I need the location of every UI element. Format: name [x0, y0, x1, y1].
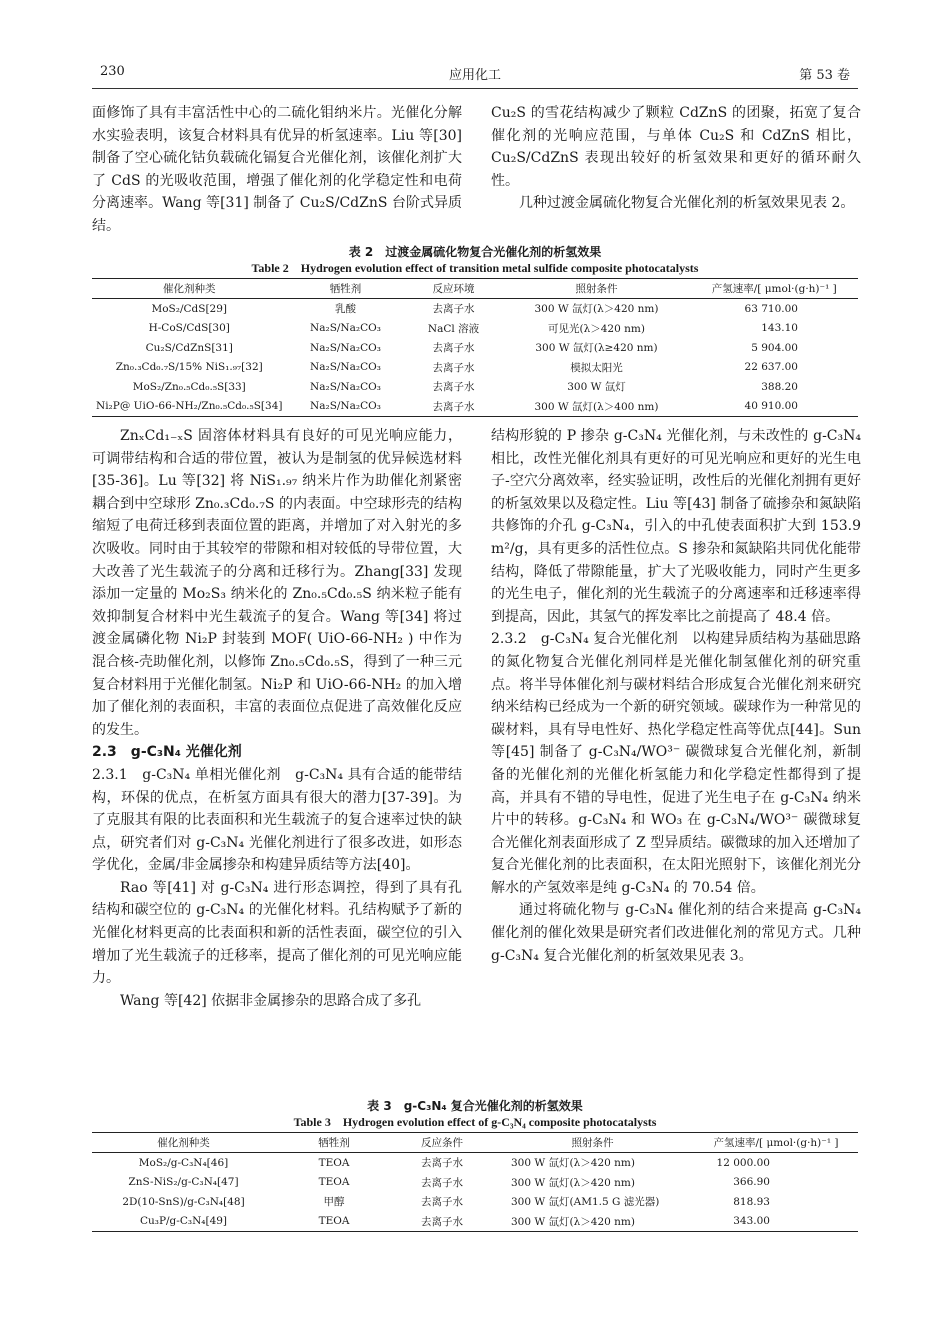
table-cell: 模拟太阳光 — [570, 361, 623, 374]
table2-caption-cn: 表 2 过渡金属硫化物复合光催化剂的析氢效果 — [348, 245, 602, 259]
table-row — [92, 319, 858, 339]
table-header-row — [92, 279, 858, 299]
mid-left-paragraph-3: Rao 等[41] 对 g-C₃N₄ 进行形态调控，得到了具有孔结构和碳空位的 g-C₃N₄ 的光催化材料。孔结构赋予了新的光催化材料更高的比表面积和新的活性表面，碳空位的引入增加了光生载流子的迁移率，提高了催化剂的可见光响应能力。 — [92, 879, 462, 987]
table-row — [92, 1212, 858, 1232]
mid-left-paragraph-1: ZnₓCd₁₋ₓS 固溶体材料具有良好的可见光响应能力，可调带结构和合适的带位置，被认为是制氢的优异候选材料[35-36]。Lu 等[32] 将 NiS₁.₉₇ 纳米片作为助催化剂紧密耦合到中空球形 Zn₀.₃Cd₀.₇S 的内表面。中空球形壳的结构缩短了电荷迁移到表面位置的距离，并增加了对入射光的多次吸收。同时由于其较窄的带隙和相对较低的导带位置，大大改善了光生载流子的分离和迁移行为。Zhang[33] 发现添加一定量的 Mo₂S₃ 纳米化的 Zn₀.₅Cd₀.₅S 纳米粒子能有效抑制复合材料中光生载流子的复合。Wang 等[34] 将过渡金属磷化物 Ni₂P 封装到 MOF( UiO-66-NH₂ ) 中作为混合核-壳助催化剂，以修饰 Zn₀.₅Cd₀.₅S，得到了一种三元复合材料用于光催化制氢。Ni₂P 和 UiO-66-NH₂ 的加入增加了催化剂的表面积，丰富的表面位点促进了高效催化反应的发生。 — [92, 428, 462, 738]
table-cell: H-CoS/CdS[30] — [148, 322, 230, 335]
table-cell: Na₂S/Na₂CO₃ — [286, 397, 404, 417]
table-cell: 300 W 氙灯(λ＞400 nm) — [502, 397, 690, 417]
table-cell: Na₂S/Na₂CO₃ — [310, 341, 381, 354]
section-heading-2-3: 2.3 g-C₃N₄ 光催化剂 — [92, 744, 242, 761]
table-cell: NaCl 溶液 — [427, 322, 480, 335]
table-cell: 818.93 — [733, 1195, 770, 1208]
table-cell: TEOA — [318, 1176, 350, 1189]
table-cell: 去离子水 — [432, 381, 475, 394]
table2-col-irradiation: 照射条件 — [502, 279, 690, 299]
top-right-paragraph-1: Cu₂S 的雪花结构减少了颗粒 CdZnS 的团聚，拓宽了复合催化剂的光响应范围，与单体 Cu₂S 和 CdZnS 相比，Cu₂S/CdZnS 表现出较好的析氢效果和更好的循环耐久性。 — [491, 105, 861, 189]
table-row — [92, 1173, 858, 1193]
table-cell: 300 W 氙灯(AM1.5 G 滤光器) — [511, 1196, 660, 1209]
subsection-heading-2-3-2: 2.3.2 g-C₃N₄ 复合光催化剂 — [491, 631, 678, 648]
table-row — [92, 1192, 858, 1212]
table-cell: MoS₂/CdS[29] — [151, 302, 227, 315]
mid-right-column — [491, 425, 861, 967]
table3-col-irradiation: 照射条件 — [491, 1133, 694, 1153]
table-cell: 去离子水 — [421, 1157, 463, 1170]
table2 — [92, 278, 858, 417]
table3-caption-en: Table 3 Hydrogen evolution effect of g-C₃N₄ composite photocatalysts — [293, 1115, 657, 1129]
top-right-column — [491, 102, 861, 215]
table-cell: TEOA — [275, 1212, 393, 1232]
running-header — [100, 64, 850, 86]
table2-col-rate: 产氢速率/[ μmol·(g·h)⁻¹ ] — [690, 279, 858, 299]
table-cell: 63 710.00 — [744, 302, 798, 315]
table-cell: Na₂S/Na₂CO₃ — [310, 380, 381, 393]
table-cell: 366.90 — [733, 1176, 770, 1189]
table-cell: Na₂S/Na₂CO₃ — [310, 322, 381, 335]
table3-col-sacrificial: 牺牲剂 — [275, 1133, 393, 1153]
table-cell: MoS₂/g-C₃N₄[46] — [138, 1156, 229, 1169]
table2-col-catalyst: 催化剂种类 — [92, 279, 286, 299]
table-row — [92, 299, 858, 319]
journal-name: 应用化工 — [448, 68, 501, 83]
table-cell: 22 637.00 — [744, 361, 798, 374]
mid-left-paragraph-4: Wang 等[42] 依据非金属掺杂的思路合成了多孔 — [120, 992, 422, 1009]
table-cell: 300 W 氙灯(λ＞420 nm) — [491, 1212, 694, 1232]
table2-caption-en: Table 2 Hydrogen evolution effect of transition metal sulfide composite photocatalysts — [251, 261, 699, 275]
table-cell: 甲醇 — [323, 1196, 345, 1209]
table-cell: 300 W 氙灯(λ＞420 nm) — [511, 1157, 635, 1170]
table-cell: 去离子水 — [404, 397, 502, 417]
table-cell: 388.20 — [761, 380, 798, 393]
header-rule — [92, 88, 858, 89]
volume-label: 第 53 卷 — [799, 68, 850, 83]
table2-col-sacrificial: 牺牲剂 — [286, 279, 404, 299]
table-cell: 乳酸 — [334, 303, 356, 316]
table-cell: 2D(10-SnS)/g-C₃N₄[48] — [122, 1195, 245, 1208]
table3-caption-cn: 表 3 g-C₃N₄ 复合光催化剂的析氢效果 — [367, 1099, 583, 1113]
table-cell: TEOA — [318, 1156, 350, 1169]
table-cell: 去离子水 — [421, 1196, 463, 1209]
table-row — [92, 338, 858, 358]
subsection-heading-2-3-1: 2.3.1 g-C₃N₄ 单相光催化剂 — [92, 766, 281, 783]
mid-right-paragraph-3: 通过将硫化物与 g-C₃N₄ 催化剂的结合来提高 g-C₃N₄ 催化剂的催化效果是研究者们改进催化剂的常见方式。几种 g-C₃N₄ 复合光催化剂的析氢效果见表 3。 — [491, 902, 861, 964]
table-cell: 300 W 氙灯(λ≥420 nm) — [535, 342, 658, 355]
table2-col-environment: 反应环境 — [404, 279, 502, 299]
page-number: 230 — [100, 64, 125, 79]
table-cell: Cu₂S/CdZnS[31] — [145, 341, 233, 354]
table-cell: 12 000.00 — [716, 1156, 770, 1169]
table-row — [92, 377, 858, 397]
table3-col-catalyst: 催化剂种类 — [92, 1133, 275, 1153]
table3-col-condition: 反应条件 — [393, 1133, 491, 1153]
table-cell: 300 W 氙灯(λ＞420 nm) — [511, 1176, 635, 1189]
table-cell: 去离子水 — [421, 1176, 463, 1189]
mid-left-paragraph-2: g-C₃N₄ 具有合适的能带结构，环保的优点，在析氢方面具有很大的潜力[37-39]。为了克服其有限的比表面积和光生载流子的复合速率过快的缺点，研究者们对 g-C₃N₄ 光催化剂进行了很多改进，如形态学优化，金属/非金属掺杂和构建异质结等方法[40]。 — [92, 766, 463, 874]
table-cell: 去离子水 — [432, 361, 475, 374]
table-cell: 5 904.00 — [751, 341, 798, 354]
table-cell: 去离子水 — [432, 342, 475, 355]
table-row — [92, 1153, 858, 1173]
table-row — [92, 397, 858, 417]
table-cell: Cu₃P/g-C₃N₄[49] — [92, 1212, 275, 1232]
table-cell: Na₂S/Na₂CO₃ — [310, 361, 381, 374]
mid-left-column — [92, 425, 462, 1012]
table-row — [92, 358, 858, 378]
top-left-column — [92, 102, 462, 238]
table-cell: 300 W 氙灯(λ＞420 nm) — [534, 303, 659, 316]
table3 — [92, 1132, 858, 1232]
table-cell: 343.00 — [694, 1212, 858, 1232]
mid-right-paragraph-2: 以构建异质结构为基础思路的氮化物复合光催化剂同样是光催化制氢催化剂的研究重点。将半导体催化剂与碳材料结合形成复合光催化剂来研究纳米结构已经成为一个新的研究领域。碳球作为一种常见的碳材料，具有导电性好、热化学稳定性高等优点[44]。Sun 等[45] 制备了 g-C₃N₄/WO³⁻ 碳微球复合光催化剂，新制备的光催化剂的光催化析氢能力和化学稳定性都得到了提高，并具有不错的导电性，促进了光生电子在 g-C₃N₄ 纳米片中的转移。g-C₃N₄ 和 WO₃ 在 g-C₃N₄/WO³⁻ 碳微球复合光催化剂表面形成了 Z 型异质结。碳微球的加入还增加了复合光催化剂的比表面积，在太阳光照射下，该催化剂光分解水的产氢效率是纯 g-C₃N₄ 的 70.54 倍。 — [491, 631, 862, 896]
table-cell: MoS₂/Zn₀.₅Cd₀.₅S[33] — [132, 380, 246, 393]
table-cell: ZnS-NiS₂/g-C₃N₄[47] — [128, 1176, 239, 1189]
table-cell: 去离子水 — [432, 303, 475, 316]
table-cell: Ni₂P@ UiO-66-NH₂/Zn₀.₅Cd₀.₅S[34] — [92, 397, 286, 417]
table-cell: 去离子水 — [393, 1212, 491, 1232]
table-cell: 可见光(λ＞420 nm) — [548, 322, 645, 335]
table-cell: 300 W 氙灯 — [567, 381, 626, 394]
table-cell: 143.10 — [761, 322, 798, 335]
table-cell: Zn₀.₃Cd₀.₇S/15% NiS₁.₉₇[32] — [115, 361, 263, 374]
mid-right-paragraph-1: 结构形貌的 P 掺杂 g-C₃N₄ 光催化剂，与未改性的 g-C₃N₄ 相比，改性光催化剂具有更好的可见光响应和更好的光生电子-空穴分离效率，经实验证明，改性后的光催化剂拥有更好的析氢效果以及稳定性。Liu 等[43] 制备了硫掺杂和氮缺陷共修饰的介孔 g-C₃N₄，引入的中孔使表面积扩大到 153.9 m²/g，具有更多的活性位点。S 掺杂和氮缺陷共同优化能带结构，降低了带隙能量，扩大了光吸收能力，同时产生更多的光生电子，催化剂的光生载流子的分离速率和迁移速率得到提高，因此，其氢气的挥发率比之前提高了 48.4 倍。 — [491, 428, 861, 625]
table3-col-rate: 产氢速率/[ μmol·(g·h)⁻¹ ] — [694, 1133, 858, 1153]
table-header-row — [92, 1133, 858, 1153]
top-right-paragraph-2: 几种过渡金属硫化物复合光催化剂的析氢效果见表 2。 — [519, 195, 855, 212]
table-cell: 40 910.00 — [690, 397, 858, 417]
top-left-paragraph: 面修饰了具有丰富活性中心的二硫化钼纳米片。光催化分解水实验表明，该复合材料具有优异的析氢速率。Liu 等[30] 制备了空心硫化钴负载硫化镉复合光催化剂，该催化剂扩大了 CdS 的光吸收范围，增强了催化剂的化学稳定性和电荷分离速率。Wang 等[31] 制备了 Cu₂S/CdZnS 台阶式异质结。 — [92, 105, 462, 234]
